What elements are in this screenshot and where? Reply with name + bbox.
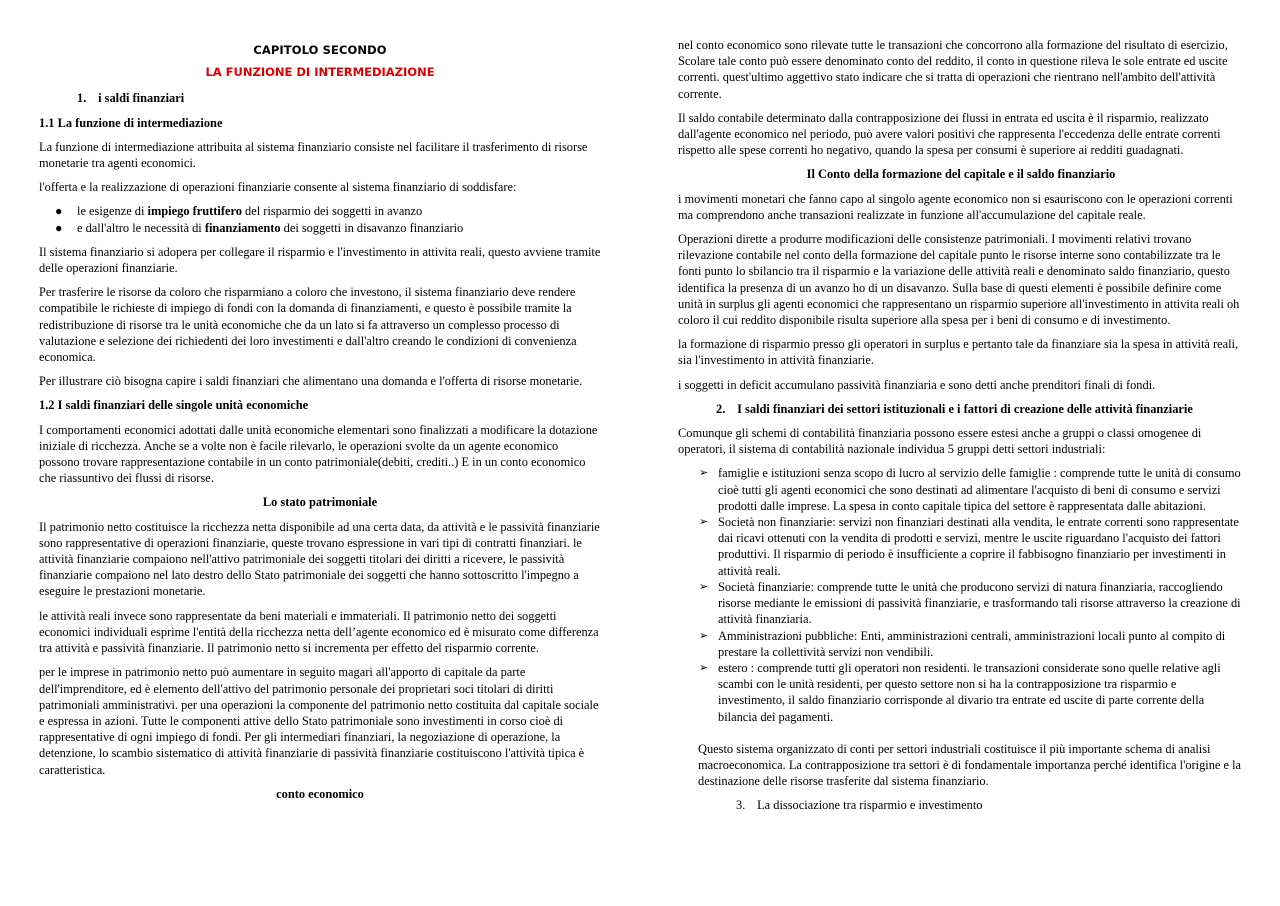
list-item: ● e dall'altro le necessità di finanziamento dei soggetti in disavanzo finanziario (55, 220, 464, 235)
paragraph: i movimenti monetari che fanno capo al singolo agente economico non si esauriscono con le operazioni correnti ma comprendono anche transazioni realizzate in funzione all'accumulazione del capitale reale. (678, 191, 1233, 222)
arrow-bullet-icon: ➢ (699, 580, 709, 593)
heading-conto-capitale: Il Conto della formazione del capitale e il saldo finanziario (806, 167, 1116, 182)
right-column (678, 37, 1244, 822)
chapter-subtitle: LA FUNZIONE DI INTERMEDIAZIONE (205, 65, 435, 80)
paragraph: Il saldo contabile determinato dalla contrapposizione dei flussi in entrata ed uscita è il risparmio, realizzato dall'agente economico nel periodo, può avere valori positivi che rappresenta l'eccedenza delle entrate correnti rispetto alle spese correnti ho negativo, quando la spesa per consumi è superiore ai redditi guadagnati. (678, 110, 1221, 158)
section-heading-1 (77, 90, 601, 106)
chapter-title: CAPITOLO SECONDO (253, 43, 387, 57)
paragraph: Operazioni dirette a produrre modificazioni delle consistenze patrimoniali. I movimenti relativi trovano rilevazione contabile nel conto della formazione del capitale punto le risorse interne sono contabilizzate tra le fonti punto lo sbilancio tra il risparmio e la variazione delle attività reali e denominato saldo finanziario, questo identifica la presenza di un avanzo ho di un disavanzo. Sulla base di questi elementi è possibile definire come unità in surplus gli agenti economici che rappresentano un risparmio superiore all'investimento in attivita reali oh coloro il cui reddito disponibile risulta superiore alla spesa per i beni di consumo e di investimento. (678, 232, 1240, 328)
list-item: ➢ Amministrazioni pubbliche: Enti, amministrazioni centrali, amministrazioni locali punto al compito di prestare la collettività servizi non vendibili. (699, 628, 1226, 659)
bullet-dot-icon: ● (55, 220, 63, 235)
arrow-bullet-icon: ➢ (699, 467, 709, 480)
paragraph: Questo sistema organizzato di conti per settori industriali costituisce il più importante schema di analisi macroeconomica. La contrapposizione tra settori è di fondamentale importanza perché identifica l'origine e la destinazione delle risorse trasferite dal sistema finanziario. (698, 741, 1242, 789)
list-item: ➢ Società finanziarie: comprende tutte le unità che producono servizi di natura finanziaria, raccogliendo risorse mediante le emissioni di passività finanziarie, e trasformando tali risorse attraverso la creazione di attività finanziaria. (699, 579, 1241, 627)
bullet-list (39, 203, 601, 235)
section-number: 2. (716, 401, 726, 416)
heading-conto-economico: conto economico (276, 786, 364, 801)
paragraph: Il sistema finanziario si adopera per collegare il risparmio e l'investimento in attivita reali, questo avviene tramite delle operazioni finanziarie. (39, 244, 601, 276)
arrow-bullet-icon: ➢ (699, 661, 709, 674)
section-title: I saldi finanziari dei settori istituzionali e i fattori di creazione delle attività finanziarie (737, 401, 1193, 416)
arrow-bullet-icon: ➢ (699, 516, 709, 529)
heading-stato-patrimoniale: Lo stato patrimoniale (262, 495, 378, 510)
paragraph: Per trasferire le risorse da coloro che risparmiano a coloro che investono, il sistema finanziario deve rendere compatibile le richieste di impiego di fondi con la domanda di finanziamenti, e questo è possibile tramite la redistribuzione di risorse tra le unità economiche che da un lato si fa attraverso un complesso processo di valutazione e selezione dei richiedenti dei loro investimenti e dall'altro creando le condizioni di convenienza economica. (39, 285, 577, 365)
left-column (39, 34, 601, 810)
section-title: La dissociazione tra risparmio e investimento (757, 798, 983, 813)
list-item: ➢ famiglie e istituzioni senza scopo di lucro al servizio delle famiglie : comprende tutte le unità di consumo cioè tutti gli agenti economici che sono destinati ad alimentare l'acquisto di beni di consumo e servizi prodotti dalle imprese. La spesa in conto capitale tipica del settore è rappresentata dalle abitazioni. (699, 466, 1241, 513)
paragraph: la formazione di risparmio presso gli operatori in surplus e pertanto tale da finanziare sia la spesa in attività reali, sia l'investimento in attività finanziarie. (678, 337, 1239, 368)
arrow-bullet-icon: ➢ (699, 629, 709, 642)
section-number: 3. (736, 798, 746, 813)
paragraph: per le imprese in patrimonio netto può aumentare in seguito magari all'apporto di capitale da parte dell'imprenditore, ed è elemento dell'attivo del patrimonio personale dei proprietari soci titolari di diritti patrimoniali amministrativi. per una operazioni la componente del patrimonio netto costituita dal capitale sociale e espressa in azioni. Tutte le componenti attive dello Stato patrimoniale sono investimenti in corso cioè di rappresentative di ogni impiego di fondi. Per gli intermediari finanziari, la negoziazione di operazione, la detenzione, lo scambio sistematico di attività finanziarie di passività finanziarie costituiscono l'attività tipica è caratteristica. (39, 665, 599, 777)
list-item: ➢ Società non finanziarie: servizi non finanziari destinati alla vendita, le entrate correnti sono rappresentate dai ricavi ottenuti con la vendita di prodotti e servizi, mentre le uscite riguardano l'acquisto dei fattori produttivi. Il risparmio di periodo è insufficiente a coprire il fabbisogno finanziario per investimenti in attività reali. (699, 515, 1239, 578)
section-title: i saldi finanziari (98, 91, 185, 106)
subsection-heading-1-2: 1.2 I saldi finanziari delle singole unità economiche (39, 398, 309, 413)
paragraph: Comunque gli schemi di contabilità finanziaria possono essere estesi anche a gruppi o classi omogenee di operatori, il sistema di contabilità nazionale individua 5 gruppi detti settori industriali: (678, 426, 1202, 457)
paragraph: nel conto economico sono rilevate tutte le transazioni che concorrono alla formazione del risultato di esercizio, Scolare tale conto può essere denominato conto del reddito, il conto in questione rileva le sole entrate ed uscite correnti. quest'ultimo aggettivo stato indicare che si tratta di operazioni che rientrano nell'ambito dell'attività corrente. (678, 38, 1228, 101)
paragraph: l'offerta e la realizzazione di operazioni finanziarie consente al sistema finanziario di soddisfare: (39, 180, 517, 195)
section-heading-3 (736, 797, 1244, 813)
paragraph: La funzione di intermediazione attribuita al sistema finanziario consiste nel facilitare il trasferimento di risorse monetarie tra agenti economici. (39, 139, 588, 171)
paragraph: Il patrimonio netto costituisce la ricchezza netta disponibile ad una certa data, da attività e le passività finanziarie sono rappresentative di operazioni finanziarie, queste trovano espressione in vari tipi di contratti finanziari. le attività finanziarie compaiono nell'attivo patrimoniale dei soggetti titolari dei diritti a ricevere, le passività finanziarie compaiono nel lato destro dello Stato patrimoniale dei soggetti che hanno sottoscritto l'impegno a eseguire le prestazioni monetarie. (39, 519, 600, 599)
arrow-bullet-list (678, 465, 1244, 724)
list-item: ➢ estero : comprende tutti gli operatori non residenti. le transazioni considerate sono quelle relative agli scambi con le unità residenti, per questo settore non si ha la contrapposizione tra risparmio e investimento, il saldo finanziario corrisponde al divario tra entrate ed uscite di parte corrente della bilancia dei pagamenti. (699, 660, 1221, 724)
list-item: ● le esigenze di impiego fruttifero del risparmio dei soggetti in avanzo (55, 204, 423, 219)
paragraph: Per illustrare ciò bisogna capire i saldi finanziari che alimentano una domanda e l'offerta di risorse monetarie. (39, 374, 583, 389)
paragraph: le attività reali invece sono rappresentate da beni materiali e immateriali. Il patrimonio netto dei soggetti economici individuali esprime l'entità della ricchezza netta dell’agente economico ed è misurato come differenza tra attività e passività finanziarie. Il patrimonio netto si incrementa per effetto del risparmio corrente. (39, 608, 599, 656)
section-number: 1. (77, 91, 87, 106)
bullet-dot-icon: ● (55, 204, 63, 219)
paragraph: I comportamenti economici adottati dalle unità economiche elementari sono finalizzati a modificare la dotazione iniziale di ricchezza. Anche se a volte non è facile rilevarlo, le operazioni svolte da un agente economico possono trovare rappresentazione contabile in un conto patrimoniale(debiti, crediti..) E in un conto economico che riassuntivo dei flussi di risorse. (39, 422, 598, 486)
section-heading-2 (716, 401, 1244, 417)
subsection-heading-1-1: 1.1 La funzione di intermediazione (39, 115, 223, 130)
paragraph: i soggetti in deficit accumulano passività finanziaria e sono detti anche prenditori finali di fondi. (678, 377, 1156, 392)
